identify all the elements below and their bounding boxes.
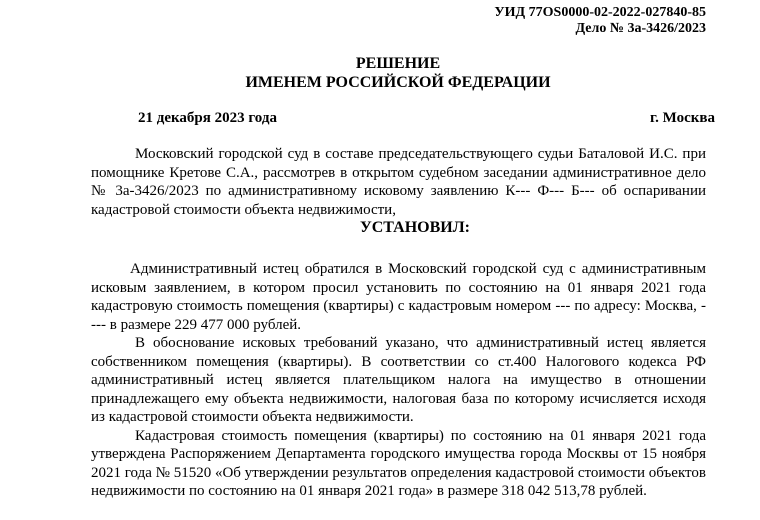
case-uid: УИД 77OS0000-02-2022-027840-85 <box>494 5 706 20</box>
body-paragraph: Кадастровая стоимость помещения (квартиры) по состоянию на 01 января 2021 года утверждена Распоряжением Департамента городского имущества города Москвы от 15 ноября 2021 года № 51520 «Об утверждении результатов определения кадастровой стоимости объектов недвижимости по состоянию на 01 января 2021 года» в размере 318 042 513,78 рублей. <box>91 427 706 499</box>
case-number: Дело № 3а-3426/2023 <box>575 21 706 36</box>
intro-paragraph: Московский городской суд в составе председательствующего судьи Баталовой И.С. при помощнике Кретове С.А., рассмотрев в открытом судебном заседании административное дело № 3а-3426/2023 по административному исковому заявлению К--- Ф--- Б--- об оспаривании кадастровой стоимости объекта недвижимости, <box>91 146 706 218</box>
body-paragraph: Административный истец обратился в Московский городской суд с административным исковым заявлением, в котором просил установить по состоянию на 01 января 2021 года кадастровую стоимость помещения (квартиры) с кадастровым номером --- по адресу: Москва, ---- в размере 229 477 000 рублей. <box>91 261 706 333</box>
document-title: РЕШЕНИЕ <box>355 55 441 72</box>
established-heading: УСТАНОВИЛ: <box>360 219 470 236</box>
body-text <box>91 260 706 501</box>
document-subtitle: ИМЕНЕМ РОССИЙСКОЙ ФЕДЕРАЦИИ <box>245 74 551 91</box>
body-paragraph: В обоснование исковых требований указано, что административный истец является собственником помещения (квартиры). В соответствии со ст.400 Налогового кодекса РФ административный истец является плательщиком налога на имущество в отношении принадлежащего ему объекта недвижимости, налоговая база по которому исчисляется исходя из кадастровой стоимости объекта недвижимости. <box>91 335 706 425</box>
intro-paragraph-block <box>91 145 706 219</box>
decision-city: г. Москва <box>650 110 715 126</box>
decision-date: 21 декабря 2023 года <box>138 110 277 126</box>
